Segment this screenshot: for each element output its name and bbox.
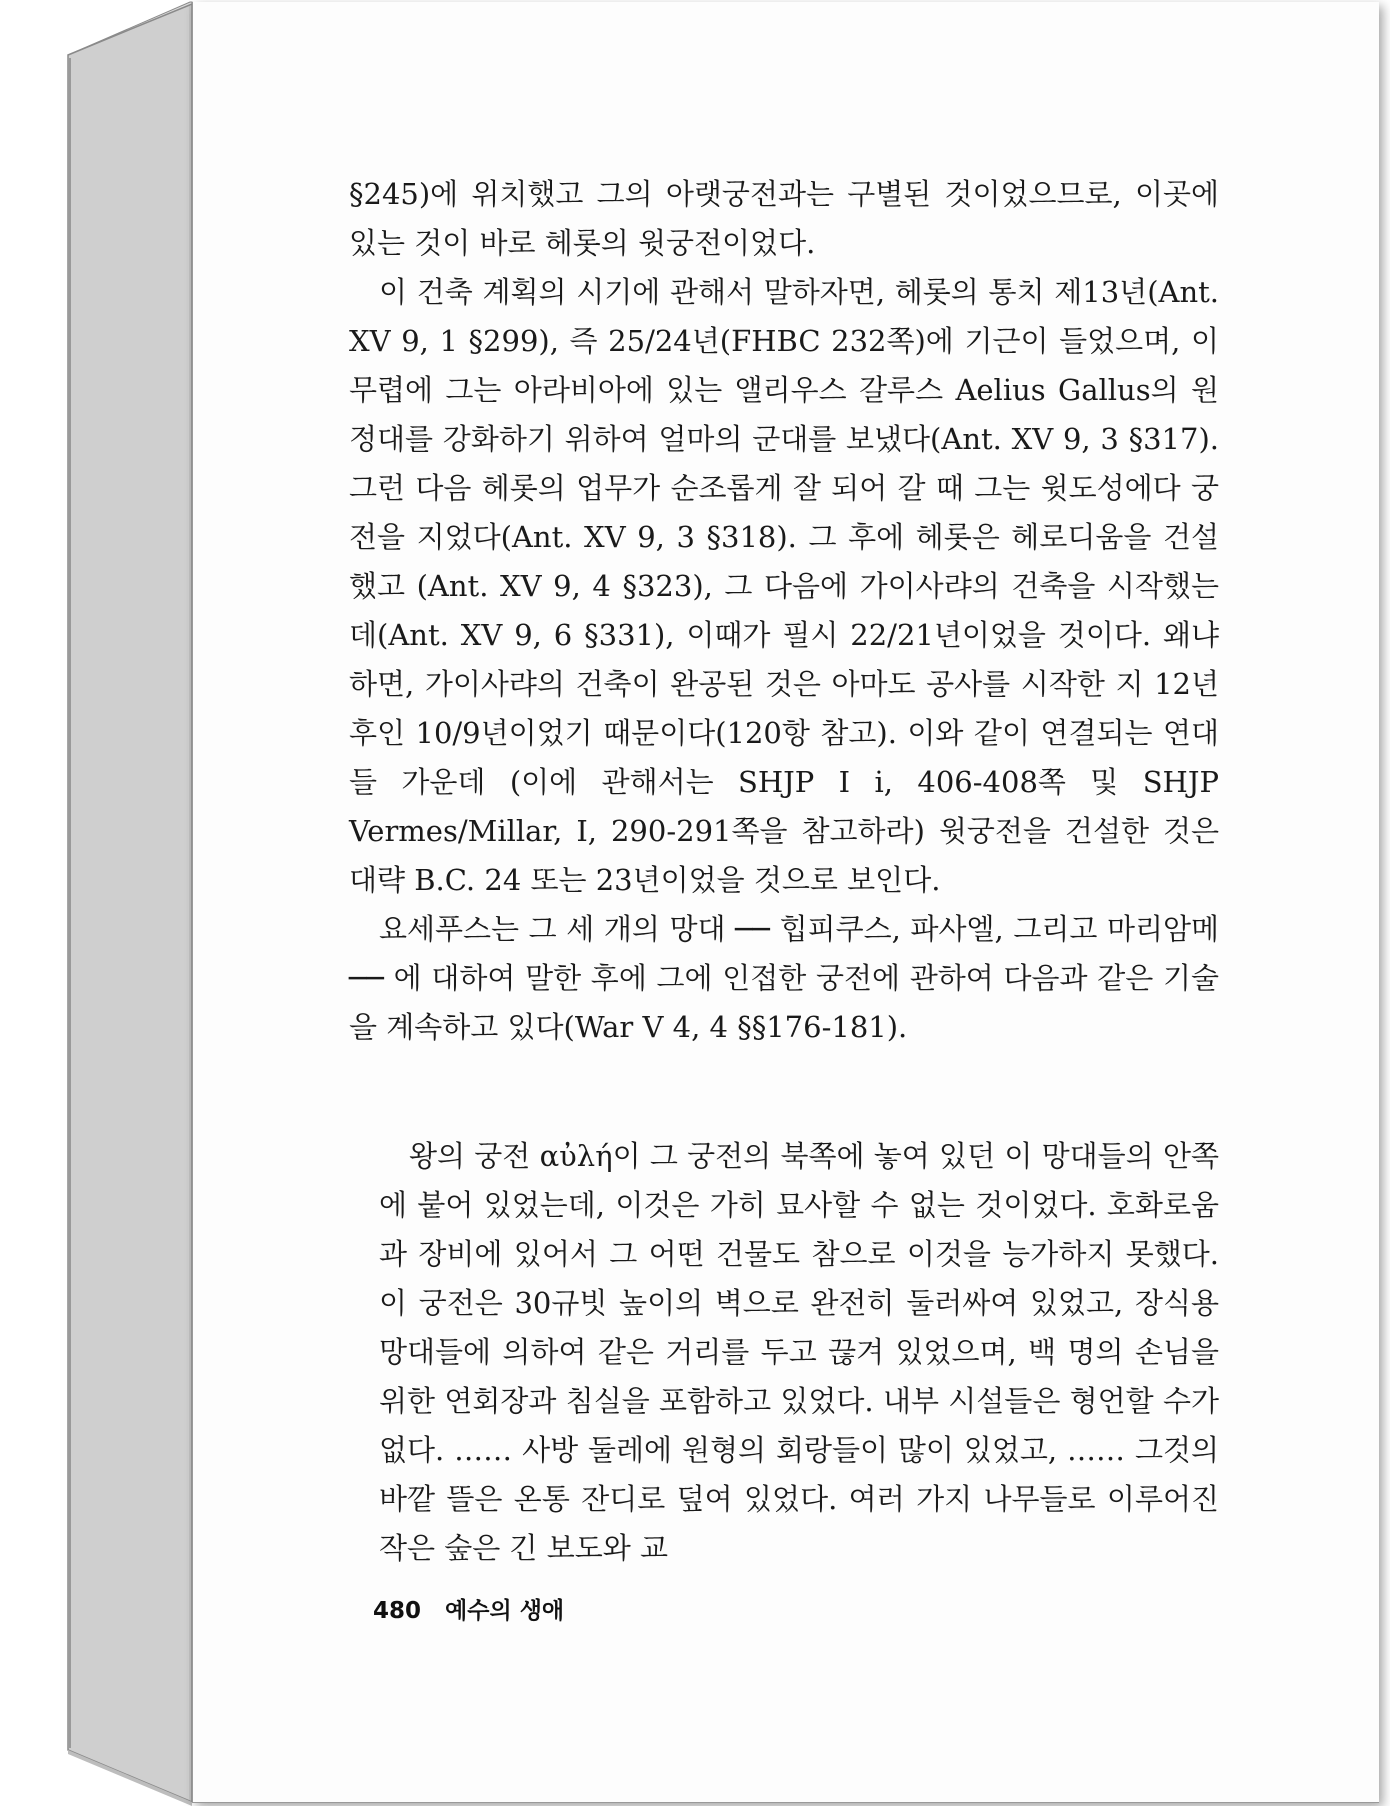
paragraph-continuation: §245)에 위치했고 그의 아랫궁전과는 구별된 것이었으므로, 이곳에 있는 것이 바로 헤롯의 윗궁전이었다. (349, 177, 1219, 260)
main-text-body (349, 170, 1219, 1052)
running-title: 예수의 생애 (445, 1598, 565, 1624)
quote-paragraph: 왕의 궁전 αὐλή이 그 궁전의 북쪽에 놓여 있던 이 망대들의 안쪽에 붙어 있었는데, 이것은 가히 묘사할 수 없는 것이었다. 호화로움과 장비에 있어서 그 어떤 건물도 참으로 이것을 능가하지 못했다. 이 궁전은 30규빗 높이의 벽으로 완전히 둘러싸여 있었고, 장식용 망대들에 의하여 같은 거리를 두고 끊겨 있었으며, 백 명의 손님을 위한 연회장과 침실을 포함하고 있었다. 내부 시설들은 형언할 수가 없다. …… 사방 둘레에 원형의 회랑들이 많이 있었고, …… 그것의 바깥 뜰은 온통 잔디로 덮여 있었다. 여러 가지 나무들로 이루어진 작은 숲은 긴 보도와 교 (379, 1139, 1219, 1565)
paragraph-construction-dating: 이 건축 계획의 시기에 관해서 말하자면, 헤롯의 통치 제13년(Ant. XV 9, 1 §299), 즉 25/24년(FHBC 232쪽)에 기근이 들었으며, 이 무렵에 그는 아라비아에 있는 앨리우스 갈루스 Aelius Gallus의 원정대를 강화하기 위하여 얼마의 군대를 보냈다(Ant. XV 9, 3 §317). 그런 다음 헤롯의 업무가 순조롭게 잘 되어 갈 때 그는 윗도성에다 궁전을 지었다(Ant. XV 9, 3 §318). 그 후에 헤롯은 헤로디움을 건설했고 (Ant. XV 9, 4 §323), 그 다음에 가이사랴의 건축을 시작했는데(Ant. XV 9, 6 §331), 이때가 필시 22/21년이었을 것이다. 왜냐하면, 가이사랴의 건축이 완공된 것은 아마도 공사를 시작한 지 12년 후인 10/9년이었기 때문이다(120항 참고). 이와 같이 연결되는 연대들 가운데 (이에 관해서는 SHJP I i, 406-408쪽 및 SHJP Vermes/Millar, I, 290-291쪽을 참고하라) 윗궁전을 건설한 것은 대략 B.C. 24 또는 23년이었을 것으로 보인다. (349, 275, 1219, 897)
page-number: 480 (373, 1598, 422, 1624)
page-footer (373, 1592, 564, 1625)
block-quote (379, 1132, 1219, 1573)
book-page (192, 2, 1379, 1803)
paragraph-josephus-intro: 요세푸스는 그 세 개의 망대 ── 힙피쿠스, 파사엘, 그리고 마리암메 ── 에 대하여 말한 후에 그에 인접한 궁전에 관하여 다음과 같은 기술을 계속하고 있다(War V 4, 4 §§176-181). (349, 912, 1219, 1044)
